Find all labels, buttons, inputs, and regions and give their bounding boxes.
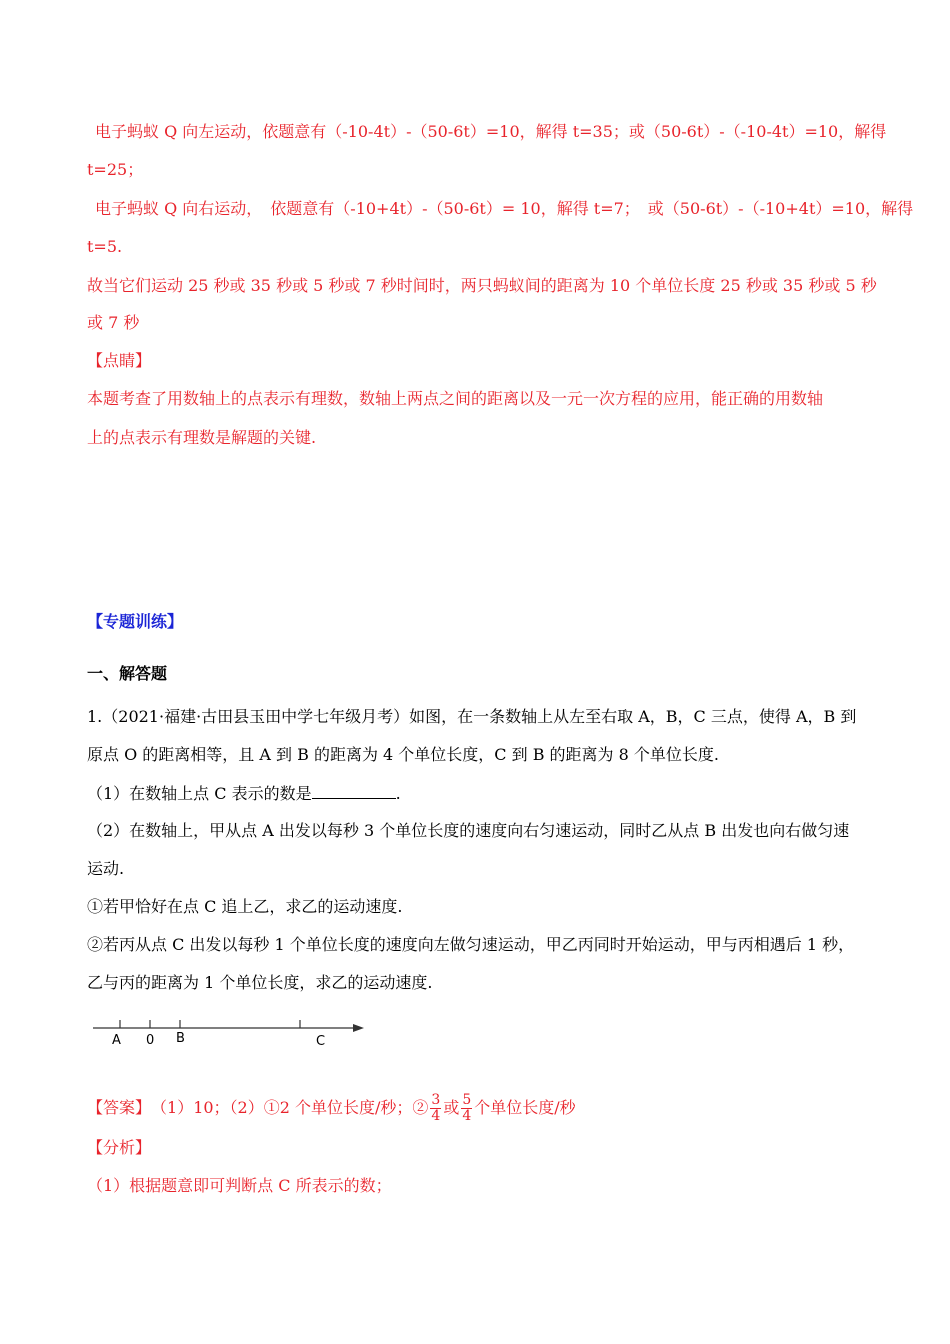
section-title: 一、解答题 bbox=[87, 664, 168, 683]
number-line-arrow bbox=[353, 1024, 364, 1032]
solution-line-2: t=25； bbox=[87, 160, 144, 179]
number-line-label-c: C bbox=[316, 1034, 326, 1049]
problem-sub2-line-1: ②若丙从点 C 出发以每秒 1 个单位长度的速度向左做匀速运动，甲乙丙同时开始运动，甲与丙相遇后 1 秒， bbox=[87, 935, 855, 954]
problem-q2-line-1: （2）在数轴上，甲从点 A 出发以每秒 3 个单位长度的速度向右匀速运动，同时乙从点 B 出发也向右做匀速 bbox=[87, 821, 850, 840]
solution-line-3: 电子蚂蚁 Q 向右运动， 依题意有（-10+4t）-（50-6t）= 10，解得 t=7； 或（50-6t）-（-10+4t）=10，解得 bbox=[95, 199, 914, 218]
problem-intro-line-1: 1.（2021·福建·古田县玉田中学七年级月考）如图，在一条数轴上从左至右取 A，B，C 三点，使得 A，B 到 bbox=[87, 707, 857, 726]
problem-sub1: ①若甲恰好在点 C 追上乙，求乙的运动速度. bbox=[87, 897, 403, 916]
solution-line-1: 电子蚂蚁 Q 向左运动，依题意有（-10-4t）-（50-6t）=10，解得 t=35；或（50-6t）-（-10-4t）=10，解得 bbox=[95, 122, 887, 141]
solution-line-4: t=5. bbox=[87, 237, 123, 256]
training-header: 【专题训练】 bbox=[87, 612, 184, 631]
problem-intro-line-2: 原点 O 的距离相等，且 A 到 B 的距离为 4 个单位长度，C 到 B 的距离为 8 个单位长度. bbox=[87, 745, 719, 764]
answer-tail: 个单位长度/秒 bbox=[474, 1098, 576, 1117]
number-line-label-a: A bbox=[112, 1033, 121, 1048]
answer-or: 或 bbox=[443, 1098, 460, 1117]
q1-prefix: （1）在数轴上点 C 表示的数是 bbox=[87, 784, 312, 803]
q1-suffix: . bbox=[395, 784, 401, 803]
fraction-five-quarters: $\frac{5}{4}$ bbox=[462, 1091, 472, 1124]
answer-line bbox=[87, 1090, 576, 1126]
dianjing-line-1: 本题考查了用数轴上的点表示有理数，数轴上两点之间的距离以及一元一次方程的应用，能正确的用数轴 bbox=[87, 389, 824, 408]
dianjing-line-2: 上的点表示有理数是解题的关键. bbox=[87, 428, 317, 447]
analysis-line-1: （1）根据题意即可判断点 C 所表示的数； bbox=[87, 1176, 392, 1195]
analysis-header: 【分析】 bbox=[87, 1138, 152, 1157]
answer-part1: （1）10；（2）①2 个单位长度/秒；② bbox=[151, 1098, 429, 1117]
answer-blank bbox=[312, 783, 396, 799]
answer-header: 【答案】 bbox=[87, 1098, 152, 1117]
number-line-figure bbox=[90, 1015, 370, 1055]
number-line-label-b: B bbox=[176, 1031, 185, 1046]
solution-line-5: 故当它们运动 25 秒或 35 秒或 5 秒或 7 秒时间时，两只蚂蚁间的距离为 10 个单位长度 25 秒或 35 秒或 5 秒 bbox=[87, 276, 877, 295]
number-line-label-0: 0 bbox=[146, 1033, 155, 1048]
problem-sub2-line-2: 乙与丙的距离为 1 个单位长度，求乙的运动速度. bbox=[87, 973, 433, 992]
problem-q1 bbox=[87, 783, 401, 804]
solution-line-6: 或 7 秒 bbox=[87, 313, 140, 332]
dianjing-header: 【点睛】 bbox=[87, 351, 152, 370]
fraction-three-quarters: $\frac{3}{4}$ bbox=[431, 1091, 441, 1124]
problem-q2-line-2: 运动. bbox=[87, 859, 125, 878]
